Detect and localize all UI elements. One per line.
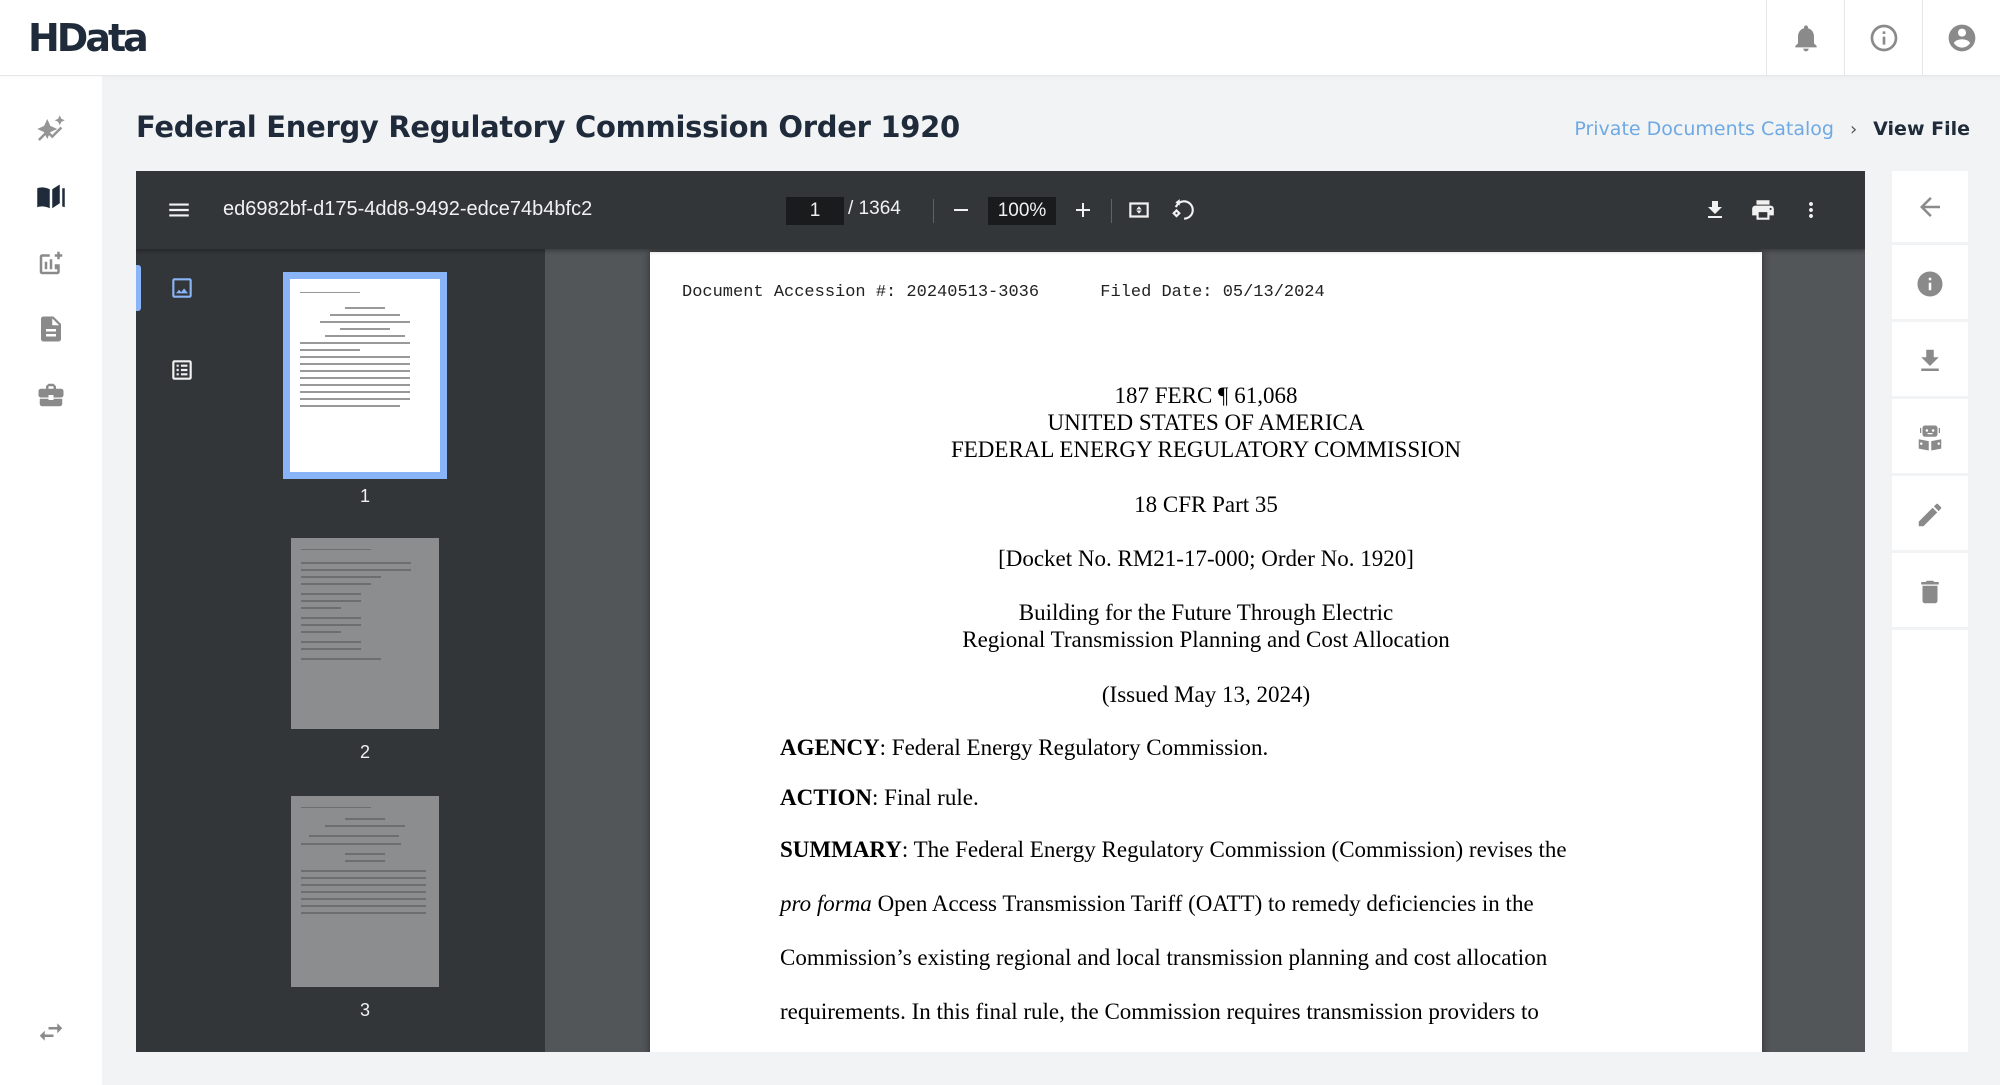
top-actions xyxy=(1766,0,2000,76)
edit-button[interactable] xyxy=(1892,479,1968,553)
account-circle-icon xyxy=(1946,22,1978,54)
toolbar-divider xyxy=(933,199,934,223)
outline-tab[interactable] xyxy=(164,352,200,388)
info-filled-icon xyxy=(1915,269,1945,299)
rail-item-add-report[interactable] xyxy=(30,242,72,284)
thumbnail-page-2[interactable] xyxy=(291,538,439,768)
thumbnail-label: 3 xyxy=(359,1000,370,1020)
top-bar xyxy=(0,0,2000,76)
docket-number: [Docket No. RM21-17-000; Order No. 1920] xyxy=(998,546,1414,571)
download-file-button[interactable] xyxy=(1892,325,1968,399)
page-total: / 1364 xyxy=(848,198,901,219)
action-line xyxy=(780,785,979,811)
citation: 187 FERC ¶ 61,068 xyxy=(1114,383,1298,408)
zoom-level-input[interactable]: 100% xyxy=(988,197,1056,225)
accession-header: Document Accession #: 20240513-3036 Filed Date: 05/13/2024 xyxy=(682,283,1325,302)
breadcrumb xyxy=(1574,118,1970,140)
pdf-page-1 xyxy=(650,252,1762,1052)
left-nav-rail xyxy=(0,76,102,1085)
page-title: Federal Energy Regulatory Commission Order 1920 xyxy=(136,110,960,144)
breadcrumb-catalog-link[interactable]: Private Documents Catalog xyxy=(1574,118,1834,140)
chart-add-icon xyxy=(36,248,66,278)
breadcrumb-current: View File xyxy=(1873,118,1970,140)
summary-line-4: requirements. In this final rule, the Commission requires transmission providers to xyxy=(780,999,1539,1024)
zoom-in-button[interactable] xyxy=(1068,195,1098,225)
thumbnail-label: 1 xyxy=(359,486,370,506)
bell-icon xyxy=(1790,22,1822,54)
country: UNITED STATES OF AMERICA xyxy=(1047,410,1365,435)
info-icon xyxy=(1868,22,1900,54)
summary-text: : The Federal Energy Regulatory Commission (Commission) revises the xyxy=(901,837,1567,862)
agency-name: FEDERAL ENERGY REGULATORY COMMISSION xyxy=(950,437,1462,462)
agency-line xyxy=(780,735,1268,761)
thumbnail-image xyxy=(290,279,440,472)
download-pdf-button[interactable] xyxy=(1700,195,1730,225)
zoom-out-button[interactable] xyxy=(946,195,976,225)
briefcase-icon xyxy=(36,380,66,410)
notifications-button[interactable] xyxy=(1766,0,1844,76)
download-icon xyxy=(1915,346,1945,376)
pdf-viewer xyxy=(136,171,1865,1052)
print-button[interactable] xyxy=(1748,195,1778,225)
more-vertical-icon xyxy=(1799,198,1823,222)
rotate-button[interactable] xyxy=(1168,195,1198,225)
info-button[interactable] xyxy=(1844,0,1922,76)
thumbnail-image xyxy=(291,538,439,729)
summary-text: Open Access Transmission Tariff (OATT) to remedy deficiencies in the xyxy=(871,891,1534,916)
rotate-icon xyxy=(1170,197,1196,223)
sparkle-chart-icon xyxy=(36,114,66,144)
toolbar-divider xyxy=(1111,199,1112,223)
swap-arrows-icon xyxy=(36,1017,66,1047)
arrow-left-icon xyxy=(1915,192,1945,222)
sidebar-toggle-button[interactable] xyxy=(164,195,194,225)
agency-label: AGENCY xyxy=(780,735,880,760)
active-tab-indicator xyxy=(136,265,141,311)
download-icon xyxy=(1703,198,1727,222)
robot-reading-icon xyxy=(1915,423,1945,453)
hdata-logo[interactable]: HData xyxy=(28,16,146,60)
thumbnail-sidebar xyxy=(136,249,545,1052)
summary-line-3: Commission’s existing regional and local transmission planning and cost allocation xyxy=(780,945,1548,970)
print-icon xyxy=(1750,197,1776,223)
rail-item-documents[interactable] xyxy=(30,308,72,350)
file-name: ed6982bf-d175-4dd8-9492-edce74b4bfc2 xyxy=(223,198,593,220)
rail-item-catalog[interactable] xyxy=(30,176,72,218)
summary-line-2 xyxy=(780,891,1534,917)
thumbnail-page-1[interactable] xyxy=(283,272,447,512)
rail-swap-button[interactable] xyxy=(30,1011,72,1053)
plus-icon xyxy=(1071,198,1095,222)
list-icon xyxy=(169,357,195,383)
page-number-input[interactable]: 1 xyxy=(786,197,844,225)
minus-icon xyxy=(949,198,973,222)
thumbnail-image xyxy=(291,796,439,987)
thumbnails-tab[interactable] xyxy=(164,270,200,306)
open-book-icon xyxy=(36,182,66,212)
image-icon xyxy=(169,275,195,301)
agency-value: : Federal Energy Regulatory Commission. xyxy=(879,735,1269,760)
title-line-1: Building for the Future Through Electric xyxy=(1018,600,1394,625)
thumbnail-label: 2 xyxy=(359,742,370,762)
delete-button[interactable] xyxy=(1892,556,1968,630)
rail-item-insights[interactable] xyxy=(30,108,72,150)
action-label: ACTION xyxy=(780,785,873,810)
viewer-toolbar xyxy=(136,171,1865,249)
thumbnail-page-3[interactable] xyxy=(291,796,439,1026)
fit-to-page-icon xyxy=(1126,197,1152,223)
rail-item-tools[interactable] xyxy=(30,374,72,416)
file-details-button[interactable] xyxy=(1892,248,1968,322)
summary-line-1 xyxy=(780,837,1567,863)
account-button[interactable] xyxy=(1922,0,2000,76)
action-value: : Final rule. xyxy=(872,785,979,810)
back-button[interactable] xyxy=(1892,171,1968,245)
cfr-part: 18 CFR Part 35 xyxy=(1134,492,1278,517)
file-actions-rail xyxy=(1892,171,1968,1052)
more-options-button[interactable] xyxy=(1796,195,1826,225)
ai-reader-button[interactable] xyxy=(1892,402,1968,476)
document-icon xyxy=(36,314,66,344)
chevron-right-icon: › xyxy=(1849,118,1858,140)
issued-date: (Issued May 13, 2024) xyxy=(1101,682,1311,707)
title-line-2: Regional Transmission Planning and Cost Allocation xyxy=(962,627,1450,652)
summary-italic: pro forma xyxy=(780,891,872,916)
fit-page-button[interactable] xyxy=(1124,195,1154,225)
trash-icon xyxy=(1915,577,1945,607)
summary-label: SUMMARY xyxy=(780,837,902,862)
pencil-icon xyxy=(1915,500,1945,530)
menu-icon xyxy=(166,197,192,223)
